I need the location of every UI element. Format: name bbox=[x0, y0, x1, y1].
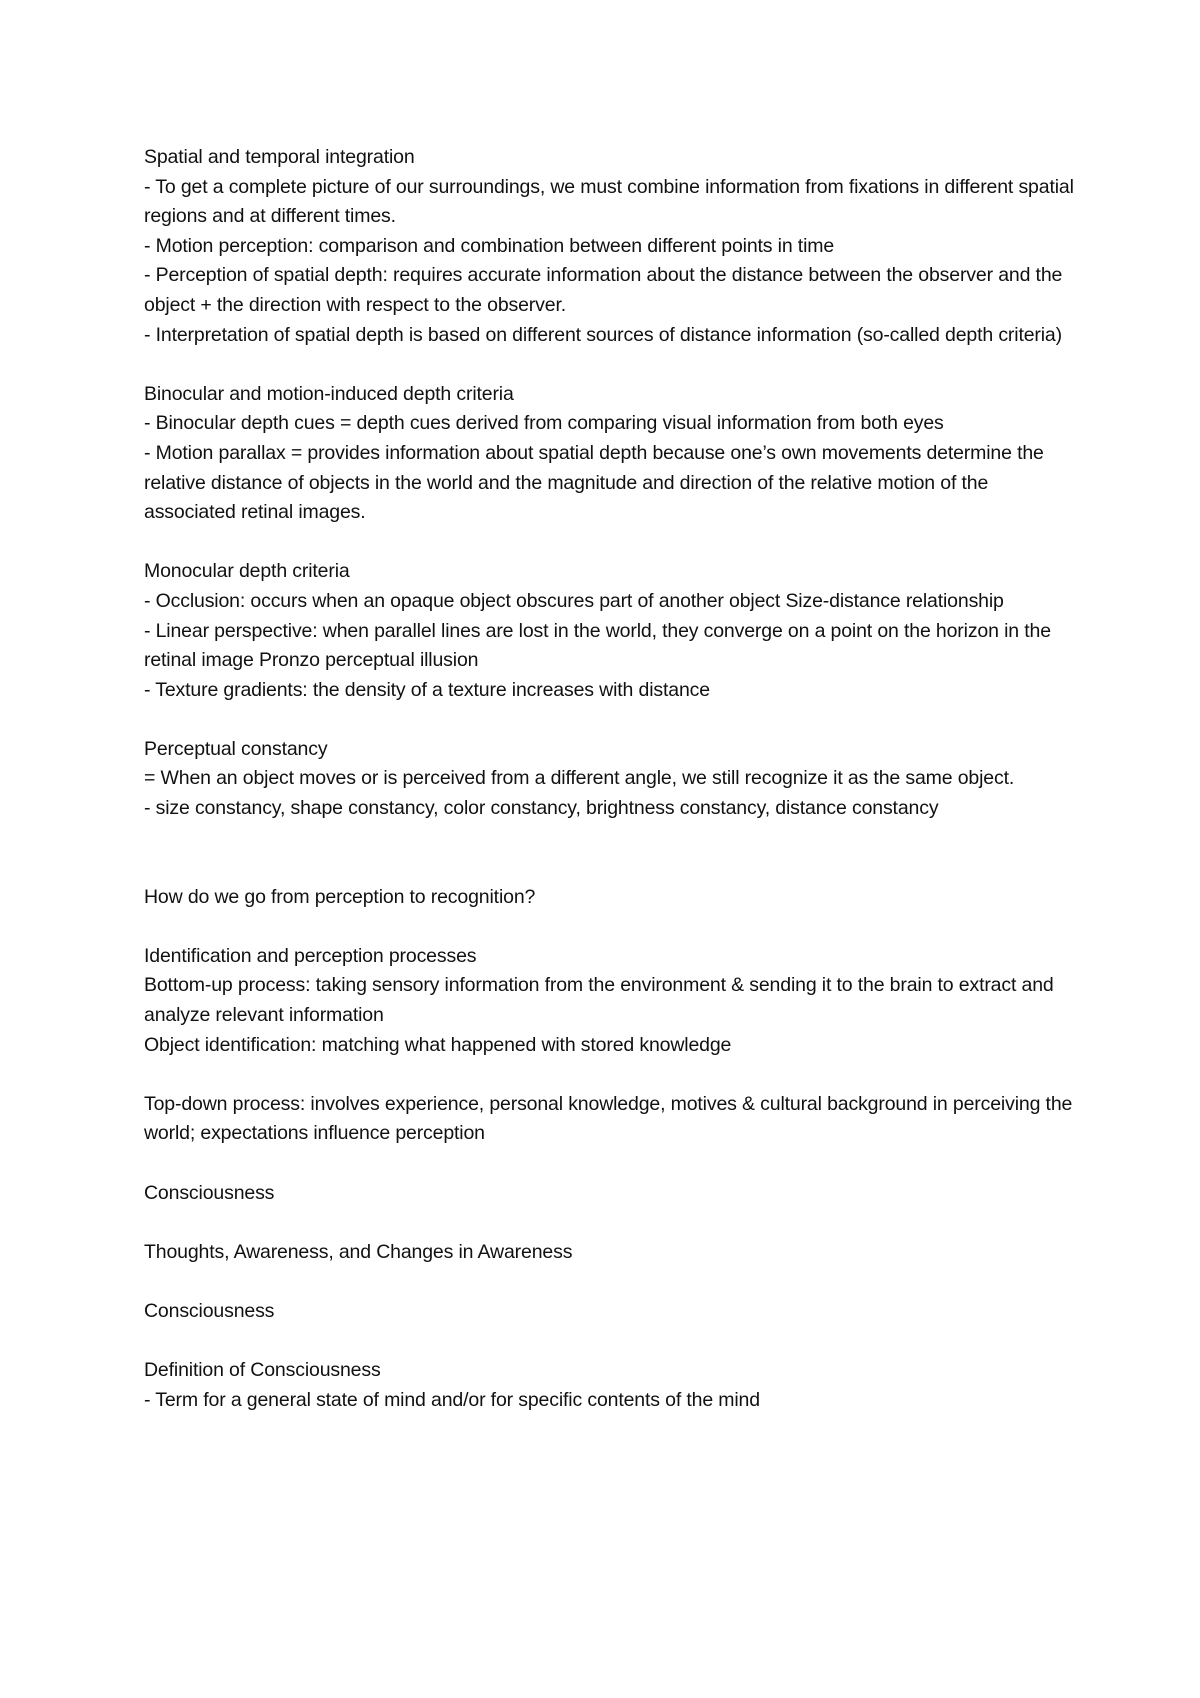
bullet-line: - Linear perspective: when parallel lines are lost in the world, they converge on a point on the horizon in the retinal image Pronzo perceptual illusion bbox=[144, 619, 1051, 672]
bullet-line: - size constancy, shape constancy, color constancy, brightness constancy, distance constancy bbox=[144, 797, 939, 820]
section-binocular-motion-depth bbox=[144, 380, 1074, 528]
section-heading: How do we go from perception to recognition? bbox=[144, 885, 536, 908]
section-heading: Monocular depth criteria bbox=[144, 560, 350, 583]
body-line: Top-down process: involves experience, personal knowledge, motives & cultural background in perceiving the world; expectations influence perception bbox=[144, 1092, 1073, 1145]
bullet-line: - Texture gradients: the density of a texture increases with distance bbox=[144, 678, 710, 701]
section-heading: Consciousness bbox=[144, 1299, 275, 1322]
section-definition-consciousness bbox=[144, 1356, 1074, 1415]
bullet-line: - Term for a general state of mind and/or for specific contents of the mind bbox=[144, 1388, 760, 1411]
section-heading: Identification and perception processes bbox=[144, 944, 477, 967]
section-top-down bbox=[144, 1090, 1074, 1149]
section-spatial-temporal-integration bbox=[144, 143, 1074, 350]
section-thoughts-awareness bbox=[144, 1238, 1074, 1268]
section-perception-to-recognition bbox=[144, 883, 1074, 913]
document-body bbox=[144, 143, 1074, 1445]
section-heading: Thoughts, Awareness, and Changes in Awareness bbox=[144, 1240, 573, 1263]
section-perceptual-constancy bbox=[144, 735, 1074, 824]
bullet-line: - Occlusion: occurs when an opaque object obscures part of another object Size-distance relationship bbox=[144, 589, 1004, 612]
section-heading: Binocular and motion-induced depth criteria bbox=[144, 382, 514, 405]
section-identification-perception bbox=[144, 942, 1074, 1060]
section-heading: Consciousness bbox=[144, 1181, 275, 1204]
section-consciousness-repeat bbox=[144, 1297, 1074, 1327]
section-heading: Perceptual constancy bbox=[144, 737, 328, 760]
bullet-line: - To get a complete picture of our surroundings, we must combine information from fixations in different spatial regions and at different times. bbox=[144, 175, 1074, 228]
section-heading: Definition of Consciousness bbox=[144, 1359, 381, 1382]
body-line: Object identification: matching what happened with stored knowledge bbox=[144, 1033, 732, 1056]
bullet-line: = When an object moves or is perceived from a different angle, we still recognize it as the same object. bbox=[144, 767, 1015, 790]
bullet-line: - Perception of spatial depth: requires accurate information about the distance between the observer and the object + the direction with respect to the observer. bbox=[144, 264, 1063, 316]
bullet-line: - Interpretation of spatial depth is based on different sources of distance information (so-called depth criteria) bbox=[144, 323, 1062, 346]
bullet-line: - Motion parallax = provides information about spatial depth because one’s own movements determine the relative distance of objects in the world and the magnitude and direction of the relative motion of the associated retinal images. bbox=[144, 441, 1044, 524]
section-heading: Spatial and temporal integration bbox=[144, 146, 415, 168]
body-line: Bottom-up process: taking sensory information from the environment & sending it to the brain to extract and analyze relevant information bbox=[144, 974, 1054, 1027]
section-monocular-depth bbox=[144, 557, 1074, 705]
section-consciousness bbox=[144, 1179, 1074, 1209]
bullet-line: - Motion perception: comparison and combination between different points in time bbox=[144, 234, 835, 257]
bullet-line: - Binocular depth cues = depth cues derived from comparing visual information from both eyes bbox=[144, 412, 944, 435]
